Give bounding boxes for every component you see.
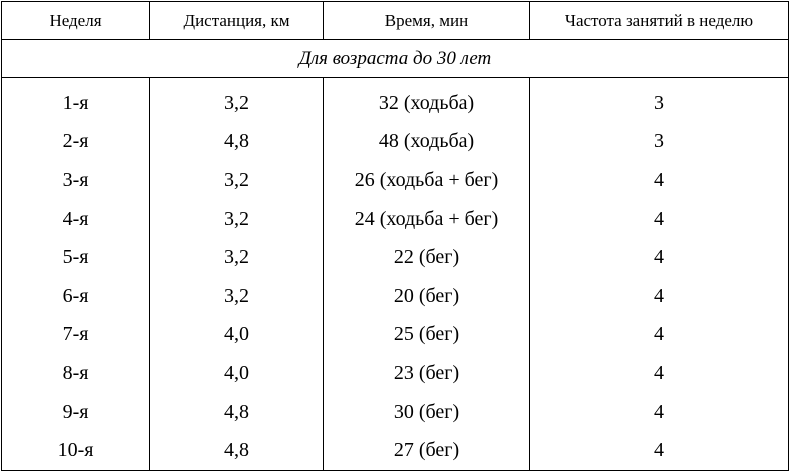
cell-time: 24 (ходьба + бег)	[324, 200, 530, 239]
cell-frequency: 4	[530, 161, 789, 200]
cell-frequency: 4	[530, 393, 789, 432]
cell-distance: 4,0	[150, 354, 324, 393]
section-title: Для возраста до 30 лет	[2, 40, 789, 78]
cell-distance: 3,2	[150, 78, 324, 123]
table-row	[2, 238, 789, 277]
cell-time: 32 (ходьба)	[324, 78, 530, 123]
header-row	[2, 2, 789, 40]
table-row	[2, 161, 789, 200]
table-row	[2, 431, 789, 470]
cell-frequency: 4	[530, 316, 789, 355]
cell-distance: 3,2	[150, 200, 324, 239]
cell-time: 25 (бег)	[324, 316, 530, 355]
cell-week: 10-я	[2, 431, 150, 470]
cell-frequency: 3	[530, 78, 789, 123]
cell-frequency: 4	[530, 354, 789, 393]
cell-week: 5-я	[2, 238, 150, 277]
cell-distance: 3,2	[150, 161, 324, 200]
section-row	[2, 40, 789, 78]
cell-frequency: 4	[530, 277, 789, 316]
cell-time: 22 (бег)	[324, 238, 530, 277]
cell-week: 3-я	[2, 161, 150, 200]
cell-distance: 4,0	[150, 316, 324, 355]
cell-time: 30 (бег)	[324, 393, 530, 432]
cell-distance: 3,2	[150, 277, 324, 316]
cell-time: 27 (бег)	[324, 431, 530, 470]
table-row	[2, 354, 789, 393]
cell-distance: 4,8	[150, 123, 324, 162]
table-row	[2, 393, 789, 432]
cell-distance: 3,2	[150, 238, 324, 277]
cell-distance: 4,8	[150, 393, 324, 432]
training-table	[1, 1, 789, 471]
header-time: Время, мин	[324, 2, 530, 40]
section-body	[2, 40, 789, 78]
table-header	[2, 2, 789, 40]
table-row	[2, 78, 789, 123]
table-row	[2, 277, 789, 316]
table-body	[2, 78, 789, 471]
header-week: Неделя	[2, 2, 150, 40]
table-row	[2, 200, 789, 239]
header-frequency: Частота занятий в неделю	[530, 2, 789, 40]
cell-frequency: 4	[530, 200, 789, 239]
cell-time: 23 (бег)	[324, 354, 530, 393]
cell-week: 2-я	[2, 123, 150, 162]
cell-week: 4-я	[2, 200, 150, 239]
table-row	[2, 316, 789, 355]
cell-distance: 4,8	[150, 431, 324, 470]
cell-time: 20 (бег)	[324, 277, 530, 316]
cell-week: 6-я	[2, 277, 150, 316]
cell-week: 8-я	[2, 354, 150, 393]
header-distance: Дистанция, км	[150, 2, 324, 40]
cell-week: 9-я	[2, 393, 150, 432]
cell-time: 26 (ходьба + бег)	[324, 161, 530, 200]
cell-week: 1-я	[2, 78, 150, 123]
cell-frequency: 4	[530, 431, 789, 470]
cell-week: 7-я	[2, 316, 150, 355]
table-row	[2, 123, 789, 162]
cell-frequency: 3	[530, 123, 789, 162]
cell-frequency: 4	[530, 238, 789, 277]
cell-time: 48 (ходьба)	[324, 123, 530, 162]
